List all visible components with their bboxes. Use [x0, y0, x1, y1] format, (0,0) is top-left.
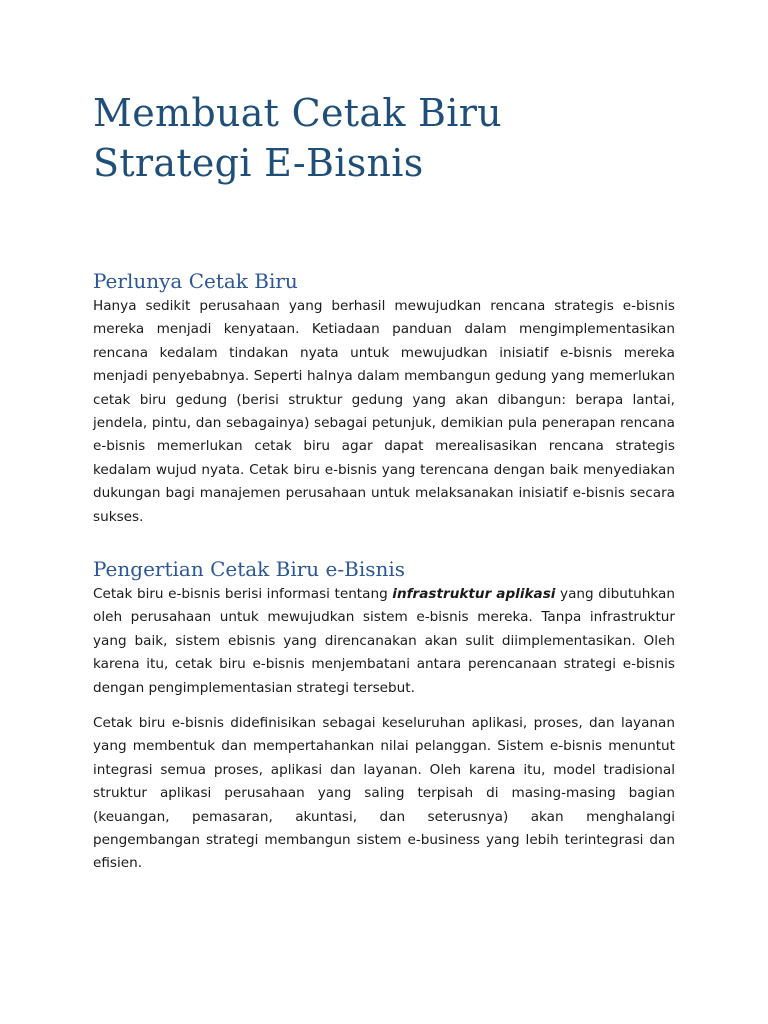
paragraph-perlunya-cetak-biru: Hanya sedikit perusahaan yang berhasil mewujudkan rencana strategis e-bisnis mereka menjadi kenyataan. Ketiadaan panduan dalam mengimplementasikan rencana kedalam tindakan nyata untuk mewujudkan inisiatif e-bisnis mereka menjadi penyebabnya. Seperti halnya dalam membangun gedung yang memerlukan cetak biru gedung (berisi struktur gedung yang akan dibangun: berapa lantai, jendela, pintu, dan sebagainya) sebagai petunjuk, demikian pula penerapan rencana e-bisnis memerlukan cetak biru agar dapat merealisasikan rencana strategis kedalam wujud nyata. Cetak biru e-bisnis yang terencana dengan baik menyediakan dukungan bagi manajemen perusahaan untuk melaksanakan inisiatif e-bisnis secara sukses. — [93, 298, 675, 525]
section-heading-perlunya-cetak-biru: Perlunya Cetak Biru — [93, 269, 298, 293]
document-title — [93, 88, 693, 188]
document-title-line-1: Membuat Cetak Biru — [93, 91, 502, 135]
section-heading-pengertian-cetak-biru: Pengertian Cetak Biru e-Bisnis — [93, 557, 406, 581]
emphasized-term-infrastruktur-aplikasi: infrastruktur aplikasi — [392, 586, 556, 602]
paragraph-text-after-emphasis: yang dibutuhkan oleh perusahaan untuk mewujudkan sistem e-bisnis mereka. Tanpa infrastruktur yang baik, sistem ebisnis yang direncanakan akan sulit diimplementasikan. Oleh karena itu, cetak biru e-bisnis menjembatani antara perencanaan strategi e-bisnis dengan pengimplementasian strategi tersebut. — [93, 586, 675, 696]
paragraph-pengertian-cetak-biru-2: Cetak biru e-bisnis didefinisikan sebagai keseluruhan aplikasi, proses, dan layanan yang membentuk dan mempertahankan nilai pelanggan. Sistem e-bisnis menuntut integrasi semua proses, aplikasi dan layanan. Oleh karena itu, model tradisional struktur aplikasi perusahaan yang saling terpisah di masing-masing bagian (keuangan, pemasaran, akuntasi, dan seterusnya) akan menghalangi pengembangan strategi membangun sistem e-business yang lebih terintegrasi dan efisien. — [93, 715, 675, 872]
paragraph-pengertian-cetak-biru-1 — [93, 583, 675, 700]
paragraph-text-before-emphasis: Cetak biru e-bisnis berisi informasi tentang — [93, 586, 393, 602]
document-title-line-2: Strategi E-Bisnis — [93, 141, 424, 185]
